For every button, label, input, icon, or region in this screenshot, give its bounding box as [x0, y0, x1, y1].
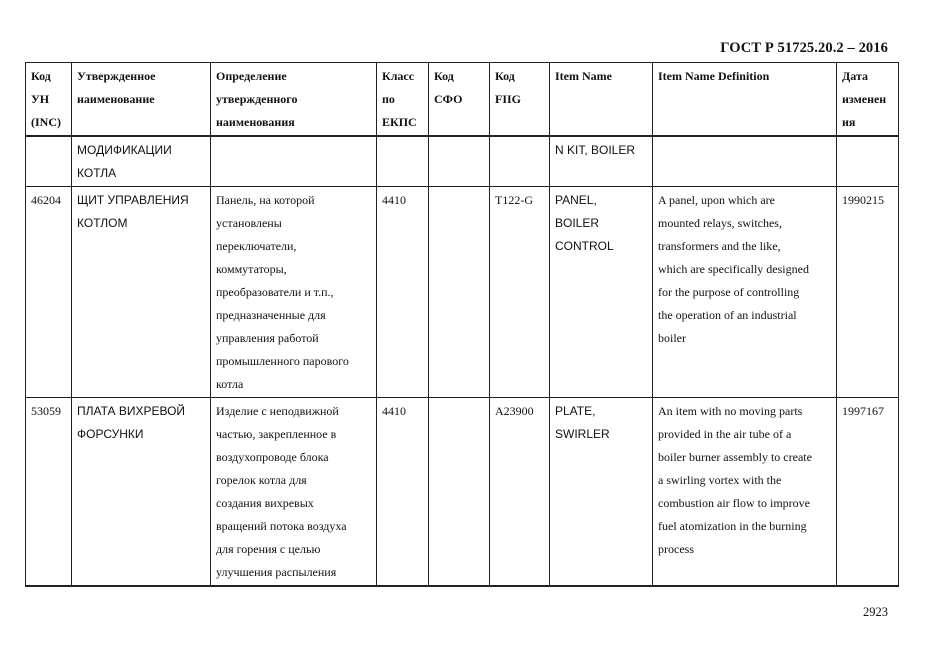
cell-text-line: An item with no moving parts: [658, 404, 803, 418]
cell-text-line: частью, закрепленное в: [216, 427, 337, 441]
cell-fiig: T122-G: [490, 187, 550, 398]
cell-text-line: mounted relays, switches,: [658, 216, 782, 230]
cell-definition: [211, 136, 377, 187]
cell-text-line: which are specifically designed: [658, 262, 809, 276]
cell-code: 53059: [26, 398, 72, 587]
cell-class: 4410: [377, 398, 429, 587]
cell-text-line: коммутаторы,: [216, 262, 287, 276]
cell-class: 4410: [377, 187, 429, 398]
cell-text-line: FIIG: [495, 92, 522, 106]
cell-text-line: PLATE,: [555, 404, 596, 418]
cell-text-line: PANEL,: [555, 193, 597, 207]
cell-item-name: [550, 136, 653, 187]
cell-item-definition: [653, 398, 837, 587]
cell-text-line: combustion air flow to improve: [658, 496, 810, 510]
cell-text-line: улучшения распыления: [216, 565, 337, 579]
cell-text-line: КОТЛОМ: [77, 216, 128, 230]
cell-text-line: преобразователи и т.п.,: [216, 285, 334, 299]
cell-class: [377, 136, 429, 187]
document-standard-header: ГОСТ Р 51725.20.2 – 2016: [720, 40, 888, 56]
cell-text-line: наименование: [77, 92, 155, 106]
cell-definition: [211, 398, 377, 587]
cell-item-name: [550, 187, 653, 398]
cell-item-definition: [653, 136, 837, 187]
cell-text-line: МОДИФИКАЦИИ: [77, 143, 172, 157]
cell-date: 1990215: [837, 187, 899, 398]
cell-text-line: a swirling vortex with the: [658, 473, 782, 487]
cell-text-line: Код: [495, 69, 515, 83]
cell-sfo: [429, 136, 490, 187]
cell-text-line: Код: [434, 69, 454, 83]
cell-text-line: установлены: [216, 216, 282, 230]
cell-text-line: котла: [216, 377, 244, 391]
cell-sfo: [429, 187, 490, 398]
cell-text-line: промышленного парового: [216, 354, 349, 368]
cell-fiig: A23900: [490, 398, 550, 587]
cell-text-line: предназначенные для: [216, 308, 326, 322]
cell-item-name: [550, 398, 653, 587]
cell-text-line: for the purpose of controlling: [658, 285, 800, 299]
cell-approved-name: [72, 398, 211, 587]
cell-text-line: СФО: [434, 92, 463, 106]
cell-text-line: Код: [31, 69, 51, 83]
cell-text-line: утвержденного: [216, 92, 298, 106]
cell-date: [837, 136, 899, 187]
cell-text-line: process: [658, 542, 694, 556]
cell-date: 1997167: [837, 398, 899, 587]
table-row: [26, 136, 899, 187]
cell-text-line: N KIT, BOILER: [555, 143, 636, 157]
cell-text-line: горелок котла для: [216, 473, 307, 487]
header-cell-code: [26, 63, 72, 137]
cell-sfo: [429, 398, 490, 587]
cell-text-line: (INC): [31, 115, 61, 129]
cell-text-line: Определение: [216, 69, 287, 83]
cell-text-line: вращений потока воздуха: [216, 519, 347, 533]
cell-text-line: ФОРСУНКИ: [77, 427, 144, 441]
cell-text-line: ЕКПС: [382, 115, 417, 129]
table-header-row: [26, 63, 899, 137]
cell-text-line: переключатели,: [216, 239, 297, 253]
cell-fiig: [490, 136, 550, 187]
cell-text-line: ия: [842, 115, 856, 129]
page-number: 2923: [863, 605, 888, 619]
cell-code: 46204: [26, 187, 72, 398]
header-cell-class: [377, 63, 429, 137]
cell-approved-name: [72, 187, 211, 398]
header-cell-approved-name: [72, 63, 211, 137]
cell-definition: [211, 187, 377, 398]
cell-text-line: ПЛАТА ВИХРЕВОЙ: [77, 404, 186, 418]
cell-text-line: transformers and the like,: [658, 239, 781, 253]
header-cell-sfo: [429, 63, 490, 137]
cell-text-line: the operation of an industrial: [658, 308, 797, 322]
cell-text-line: УН: [31, 92, 50, 106]
header-cell-item-name: [550, 63, 653, 137]
cell-text-line: для горения с целью: [216, 542, 321, 556]
cell-text-line: Изделие с неподвижной: [216, 404, 339, 418]
cell-text-line: A panel, upon which are: [658, 193, 775, 207]
catalog-table: [25, 62, 899, 587]
cell-text-line: Панель, на которой: [216, 193, 315, 207]
header-cell-definition: [211, 63, 377, 137]
header-cell-date: [837, 63, 899, 137]
cell-text-line: управления работой: [216, 331, 319, 345]
cell-text-line: provided in the air tube of a: [658, 427, 792, 441]
cell-text-line: по: [382, 92, 395, 106]
cell-text-line: boiler burner assembly to create: [658, 450, 812, 464]
cell-item-definition: [653, 187, 837, 398]
table-row: [26, 398, 899, 587]
cell-text-line: ЩИТ УПРАВЛЕНИЯ: [77, 193, 189, 207]
cell-text-line: Дата: [842, 69, 868, 83]
table-row: [26, 187, 899, 398]
cell-text-line: Item Name Definition: [658, 69, 770, 83]
cell-text-line: boiler: [658, 331, 686, 345]
cell-text-line: fuel atomization in the burning: [658, 519, 807, 533]
cell-text-line: Класс: [382, 69, 415, 83]
cell-text-line: изменен: [842, 92, 887, 106]
cell-text-line: SWIRLER: [555, 427, 610, 441]
cell-text-line: BOILER: [555, 216, 600, 230]
cell-text-line: Утвержденное: [77, 69, 156, 83]
header-cell-fiig: [490, 63, 550, 137]
header-cell-item-definition: [653, 63, 837, 137]
cell-text-line: КОТЛА: [77, 166, 117, 180]
cell-approved-name: [72, 136, 211, 187]
cell-code: [26, 136, 72, 187]
cell-text-line: CONTROL: [555, 239, 614, 253]
cell-text-line: наименования: [216, 115, 295, 129]
cell-text-line: создания вихревых: [216, 496, 314, 510]
cell-text-line: Item Name: [555, 69, 612, 83]
cell-text-line: воздухопроводе блока: [216, 450, 329, 464]
